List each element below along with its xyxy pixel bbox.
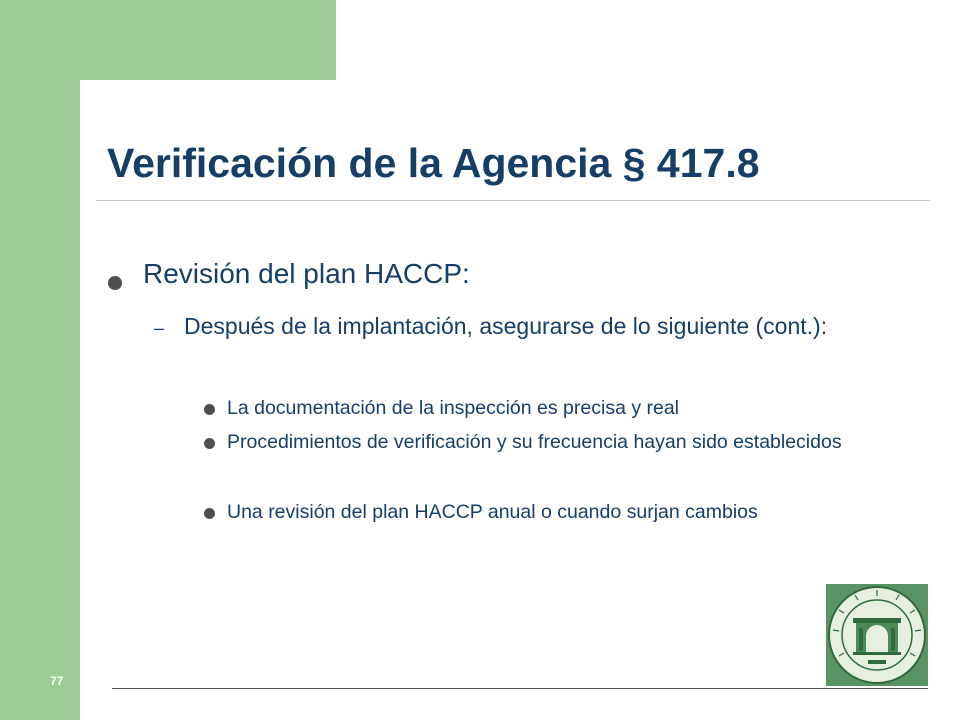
bullet-dot-icon [204,438,215,449]
top-green-band [0,0,336,80]
bullet-level1-text: Revisión del plan HACCP: [143,258,470,289]
bullet-level2-text: Después de la implantación, asegurarse de lo siguiente (cont.): [184,313,828,339]
slide-number: 77 [50,674,64,688]
left-green-band [0,0,80,720]
footer-divider [112,688,928,689]
bullet-dot-icon [204,404,215,415]
dash-marker: – [154,318,165,338]
bullet-dot-icon [108,276,122,290]
university-seal-icon [826,584,928,686]
content-corner-curve [80,80,140,140]
bullet-level3-text: La documentación de la inspección es precisa y real [227,397,680,419]
slide-title: Verificación de la Agencia § 417.8 [107,140,760,186]
bullet-level3-text: Una revisión del plan HACCP anual o cuando surjan cambios [227,501,758,523]
title-divider [96,200,930,201]
bullet-dot-icon [204,508,215,519]
bullet-level3-text: Procedimientos de verificación y su frecuencia hayan sido establecidos [227,431,842,453]
